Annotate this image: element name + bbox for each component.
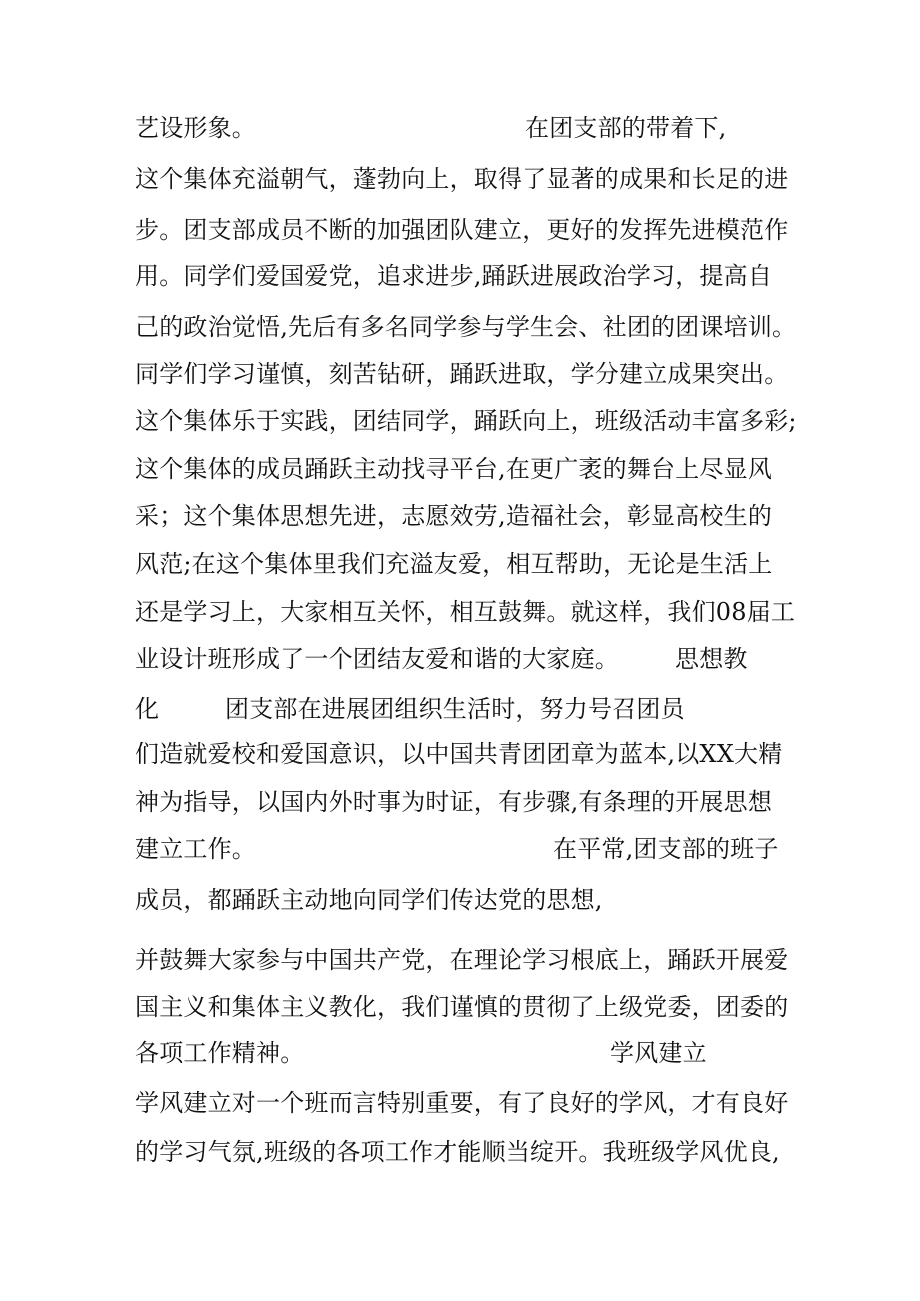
line-text: 建立工作。 [135, 835, 256, 863]
line-text-right: 在团支部的带着下, [525, 114, 727, 142]
text-line [135, 210, 795, 250]
line-text: 用。同学们爱国爱党，追求进步,踊跃进展政治学习，提高自 [135, 262, 773, 290]
text-line [135, 496, 795, 536]
line-text: 同学们学习谨慎，刻苦钻研，踊跃进取，学分建立成果突出。 [135, 360, 789, 388]
line-text: 还是学习上，大家相互关怀，相互鼓舞。就这样，我们08届工 [135, 598, 796, 626]
text-line [135, 940, 795, 980]
text-line [135, 159, 795, 199]
line-text: 成员，都踊跃主动地向同学们传达党的思想, [135, 886, 603, 914]
text-line [135, 829, 795, 869]
text-line [135, 639, 795, 679]
line-text-right: 团支部在进展团组织生活时，努力号召团员 [225, 695, 685, 723]
line-text: 们造就爱校和爱国意识，以中国共青团团章为蓝本,以XX大精 [135, 740, 783, 768]
line-text-right: 在平常,团支部的班子 [553, 835, 779, 863]
line-text: 并鼓舞大家参与中国共产党，在理论学习根底上，踊跃开展爱 [135, 946, 789, 974]
line-text: 化 [135, 695, 160, 723]
line-text: 己的政治觉悟,先后有多名同学参与学生会、社团的团课培训。 [135, 313, 797, 341]
line-text: 这个集体乐于实践，团结同学，踊跃向上，班级活动丰富多彩; [135, 407, 797, 435]
text-line [135, 354, 795, 394]
text-line [135, 1132, 795, 1172]
text-line [135, 449, 795, 489]
text-line [135, 734, 795, 774]
line-text-right: 思想教 [675, 645, 748, 673]
line-text: 艺设形象。 [135, 114, 256, 142]
text-line [135, 1033, 795, 1073]
text-line [135, 108, 795, 148]
line-text: 神为指导，以国内外时事为时证，有步骤,有条理的开展思想 [135, 788, 773, 816]
line-text: 的学习气氛,班级的各项工作才能顺当绽开。我班级学风优良, [135, 1138, 780, 1166]
line-text: 各项工作精神。 [135, 1039, 305, 1067]
text-line [135, 544, 795, 584]
line-text: 这个集体充溢朝气，蓬勃向上，取得了显著的成果和长足的进 [135, 165, 789, 193]
text-line [135, 689, 795, 729]
text-line [135, 987, 795, 1027]
text-line [135, 782, 795, 822]
text-line [135, 880, 795, 920]
text-line [135, 256, 795, 296]
line-text: 学风建立对一个班而言特别重要，有了良好的学风，才有良好 [135, 1089, 789, 1117]
line-text-right: 学风建立 [610, 1039, 707, 1067]
text-line [135, 1083, 795, 1123]
line-text: 业设计班形成了一个团结友爱和谐的大家庭。 [135, 645, 619, 673]
text-line [135, 592, 795, 632]
line-text: 这个集体的成员踊跃主动找寻平台,在更广袤的舞台上尽显风 [135, 455, 773, 483]
text-line [135, 401, 795, 441]
text-line [135, 307, 795, 347]
line-text: 步。团支部成员不断的加强团队建立，更好的发挥先进模范作 [135, 216, 789, 244]
line-text: 国主义和集体主义教化，我们谨慎的贯彻了上级党委，团委的 [135, 993, 789, 1021]
line-text: 风范;在这个集体里我们充溢友爱，相互帮助，无论是生活上 [135, 550, 773, 578]
line-text: 采；这个集体思想先进，志愿效劳,造福社会，彰显高校生的 [135, 502, 773, 530]
